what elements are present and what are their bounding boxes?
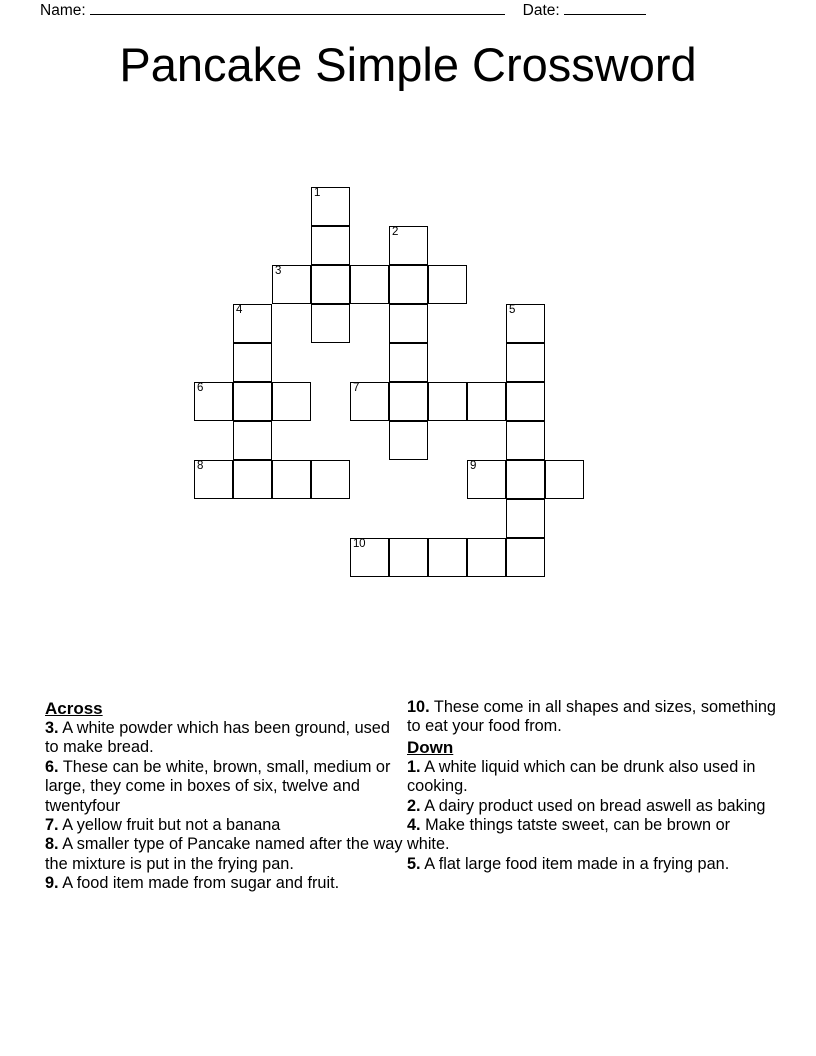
clue-number: 7. — [45, 816, 59, 835]
clue-text: A flat large food item made in a frying pan. — [420, 854, 730, 873]
crossword-cell[interactable] — [428, 538, 467, 577]
crossword-cell[interactable] — [311, 265, 350, 304]
crossword-cell[interactable] — [311, 187, 350, 226]
date-blank-line[interactable] — [564, 2, 646, 15]
clue-across — [407, 698, 777, 737]
crossword-cell-number: 4 — [236, 304, 243, 316]
clue-across — [45, 816, 407, 835]
crossword-cell-number: 7 — [353, 382, 360, 394]
crossword-cell[interactable] — [389, 226, 428, 265]
crossword-cell[interactable] — [272, 382, 311, 421]
crossword-cell[interactable] — [350, 538, 389, 577]
clues-section — [0, 698, 816, 998]
crossword-cell-number: 2 — [392, 226, 399, 238]
clue-number: 3. — [45, 719, 59, 737]
crossword-cell[interactable] — [389, 421, 428, 460]
crossword-cell[interactable] — [311, 460, 350, 499]
clue-across — [45, 835, 407, 874]
crossword-cell[interactable] — [389, 304, 428, 343]
clue-text: A white liquid which can be drunk also used in cooking. — [407, 757, 756, 796]
clue-down — [407, 758, 777, 797]
crossword-cell[interactable] — [428, 382, 467, 421]
clue-number: 9. — [45, 874, 59, 893]
clue-text: A white powder which has been ground, used to make bread. — [45, 719, 390, 757]
crossword-cell-number: 6 — [197, 382, 204, 394]
crossword-cell[interactable] — [233, 421, 272, 460]
crossword-cell[interactable] — [350, 265, 389, 304]
crossword-cell-number: 10 — [353, 538, 366, 550]
clue-text: These come in all shapes and sizes, something to eat your food from. — [407, 698, 776, 736]
crossword-cell[interactable] — [233, 382, 272, 421]
crossword-cell[interactable] — [506, 343, 545, 382]
crossword-cell[interactable] — [350, 382, 389, 421]
crossword-cell[interactable] — [467, 538, 506, 577]
crossword-cell[interactable] — [506, 499, 545, 538]
crossword-cell[interactable] — [389, 382, 428, 421]
crossword-cell[interactable] — [545, 460, 584, 499]
clue-text: A dairy product used on bread aswell as baking — [420, 796, 766, 815]
crossword-cell[interactable] — [311, 304, 350, 343]
name-label: Name: — [40, 2, 86, 19]
crossword-cell[interactable] — [272, 460, 311, 499]
crossword-cell[interactable] — [233, 304, 272, 343]
crossword-cell[interactable] — [311, 226, 350, 265]
down-heading: Down — [407, 737, 454, 757]
crossword-cell-number: 8 — [197, 460, 204, 472]
clue-number: 6. — [45, 757, 59, 776]
name-blank-line[interactable] — [90, 2, 505, 15]
clue-text: Make things tatste sweet, can be brown or white. — [407, 816, 731, 854]
clue-text: A food item made from sugar and fruit. — [58, 874, 340, 893]
crossword-cell[interactable] — [506, 304, 545, 343]
crossword-cell[interactable] — [272, 265, 311, 304]
crossword-cell[interactable] — [467, 382, 506, 421]
clue-across — [45, 874, 407, 893]
across-heading: Across — [45, 699, 103, 718]
crossword-cell[interactable] — [506, 421, 545, 460]
clue-number: 5. — [407, 854, 421, 873]
clue-number: 1. — [407, 757, 421, 776]
clue-down — [407, 797, 777, 816]
crossword-cell[interactable] — [389, 343, 428, 382]
clue-down — [407, 855, 777, 874]
clue-text: These can be white, brown, small, medium or large, they come in boxes of six, twelve and twentyfour — [45, 757, 391, 815]
clue-text: A yellow fruit but not a banana — [58, 816, 281, 835]
crossword-cell-number: 5 — [509, 304, 516, 316]
crossword-cell[interactable] — [389, 538, 428, 577]
clue-number: 4. — [407, 816, 421, 835]
page-title: Pancake Simple Crossword — [119, 38, 697, 91]
clue-across — [45, 719, 407, 758]
clue-text: A smaller type of Pancake named after the way the mixture is put in the frying pan. — [45, 835, 403, 873]
crossword-cell[interactable] — [194, 460, 233, 499]
crossword-cell-number: 3 — [275, 265, 282, 277]
clues-column-left — [45, 698, 407, 998]
crossword-cell[interactable] — [428, 265, 467, 304]
clue-down — [407, 816, 777, 855]
crossword-cell[interactable] — [467, 460, 506, 499]
crossword-cell[interactable] — [233, 343, 272, 382]
crossword-cell[interactable] — [506, 382, 545, 421]
crossword-cell[interactable] — [506, 460, 545, 499]
clue-number: 10. — [407, 698, 430, 716]
date-label: Date: — [522, 2, 560, 19]
crossword-cell[interactable] — [506, 538, 545, 577]
crossword-cell-number: 9 — [470, 460, 477, 472]
clues-column-right — [407, 698, 777, 998]
crossword-cell[interactable] — [194, 382, 233, 421]
name-date-row — [40, 2, 776, 26]
clue-across — [45, 758, 407, 816]
clue-number: 8. — [45, 835, 59, 854]
clue-number: 2. — [407, 796, 421, 815]
crossword-cell[interactable] — [389, 265, 428, 304]
crossword-cell-number: 1 — [314, 187, 321, 199]
crossword-cell[interactable] — [233, 460, 272, 499]
